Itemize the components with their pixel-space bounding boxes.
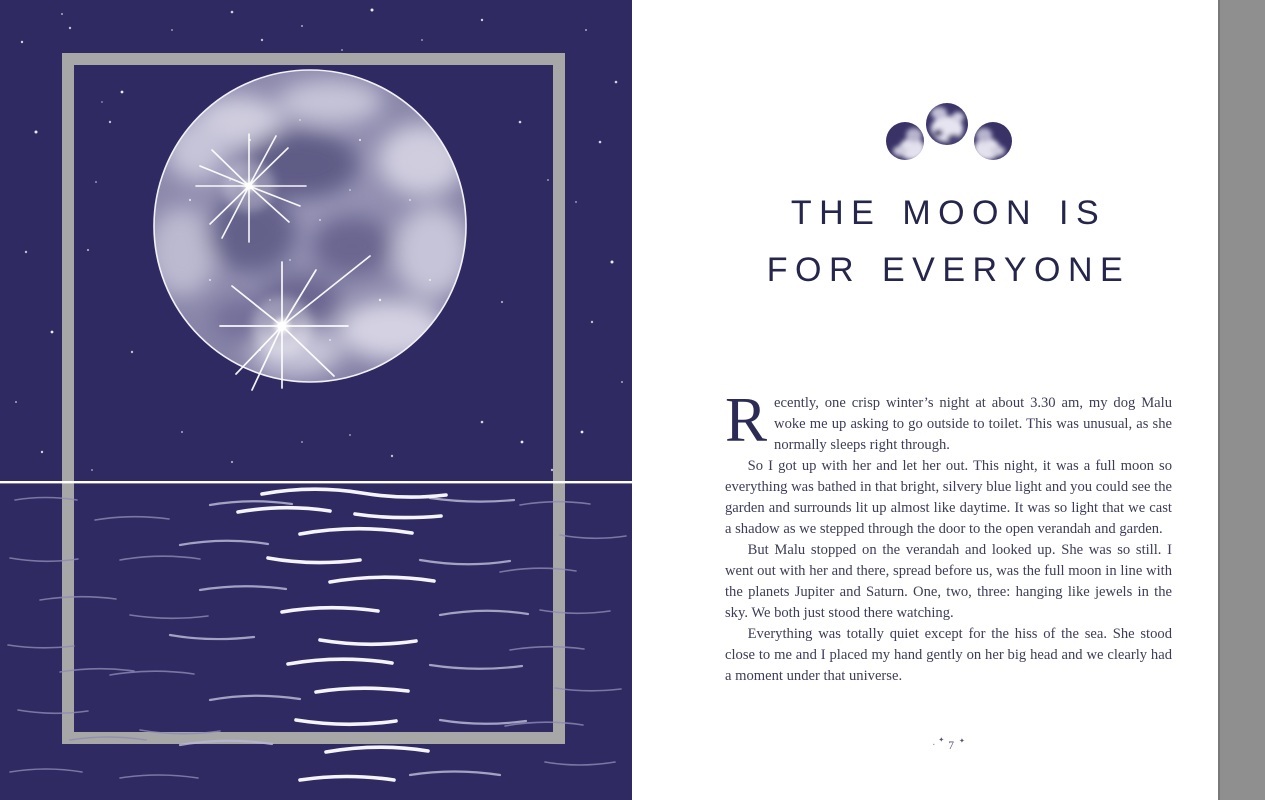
footer-dot-ornament: ·: [932, 740, 936, 751]
right-page: [632, 0, 1218, 800]
page-number-footer: [725, 736, 1172, 752]
chapter-title-line-2: FOR EVERYONE: [766, 251, 1131, 289]
paragraph-3: But Malu stopped on the verandah and looked up. She was so still. I went out with her and there, spread before us, was the full moon in line with the planets Jupiter and Saturn. One, two, three: hanging like jewels in the sky. We both just stood there watching.: [725, 542, 1172, 621]
page-number: 7: [948, 740, 955, 752]
footer-star-left-icon: ✦: [938, 736, 945, 744]
three-moons-icon: [884, 99, 1014, 163]
chapter-title: [725, 185, 1172, 299]
horizon-line: [0, 481, 632, 483]
drop-cap: R: [725, 385, 768, 455]
paragraph-2: So I got up with her and let her out. This night, it was a full moon so everything was bathed in that bright, silvery blue light and you could see the garden and surrounds lit up almost like daytime. It was so light that we cast a shadow as we stepped through the door to the open verandah and garden.: [725, 458, 1172, 537]
moon-phases-ornament: [725, 99, 1172, 163]
paragraph-1: [725, 385, 1172, 456]
paragraph-4: Everything was totally quiet except for the hiss of the sea. She stood close to me and I placed my hand gently on her big head and we clearly had a moment under that universe.: [725, 626, 1172, 684]
chapter-title-line-1: THE MOON IS: [790, 194, 1107, 232]
left-page-illustration: [0, 0, 632, 800]
background-edge-strip: [1218, 0, 1265, 800]
footer-star-right-icon: ✦: [959, 737, 965, 745]
moon-over-sea-illustration: [0, 0, 632, 800]
chapter-body: [725, 385, 1172, 687]
paragraph-1-text: ecently, one crisp winter’s night at about 3.30 am, my dog Malu woke me up asking to go outside to toilet. This was unusual, as she normally sleeps right through.: [774, 395, 1172, 453]
